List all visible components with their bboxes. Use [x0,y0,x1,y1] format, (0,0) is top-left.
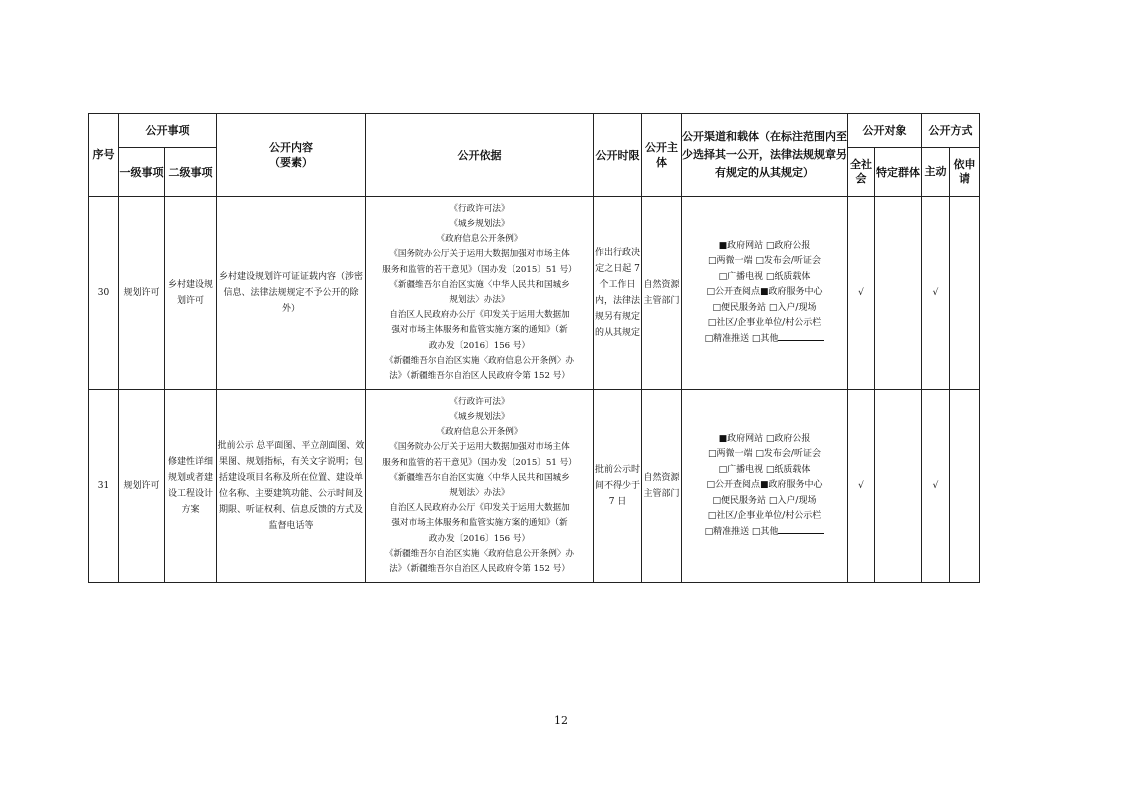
channel-option [682,332,847,348]
channel-option-label: □广播电视 □纸质载体 [718,271,811,282]
channel-option-label: □公开查阅点■政府服务中心 [706,480,823,491]
basis-line: 强对市场主体服务和监管实施方案的通知》（新 [391,518,568,529]
basis-line: 《政府信息公开条例》 [436,234,523,245]
row-level2: 修建性详细规划或者建设工程设计方案 [165,390,217,583]
channel-option-label: □广播电视 □纸质载体 [718,464,811,475]
header-level1: 一级事项 [119,148,165,197]
row-specific [875,197,922,390]
basis-line: 服务和监管的若干意见》（国办发〔2015〕51 号） [382,264,577,275]
channel-option [682,432,847,448]
row-subject: 自然资源主管部门 [642,197,682,390]
row-time-limit: 批前公示时间不得少于 7 日 [594,390,642,583]
row-seq: 31 [89,390,119,583]
basis-line: 《行政许可法》 [449,396,510,407]
row-specific [875,390,922,583]
basis-line: 《国务院办公厅关于运用大数据加强对市场主体 [389,442,570,453]
channel-option [682,316,847,332]
channel-option-label: □便民服务站 □入户/现场 [712,302,817,313]
channel-option-label: □便民服务站 □入户/现场 [712,495,817,506]
channel-option-label: □精准推送 □其他 [704,333,779,344]
row-channels [682,197,848,390]
row-time-limit: 作出行政决定之日起 7 个工作日内，法律法规另有规定的从其规定 [594,197,642,390]
other-blank-line [778,533,824,534]
header-request: 依申请 [950,148,980,197]
disclosure-table [88,113,980,583]
channel-option [682,525,847,541]
page-number: 12 [554,714,568,727]
channel-option-label: □精准推送 □其他 [704,526,779,537]
header-specific: 特定群体 [875,148,922,197]
channel-option [682,447,847,463]
basis-line: 自治区人民政府办公厅《印发关于运用大数据加 [389,503,570,514]
header-channel: 公开渠道和载体（在标注范围内至少选择其一公开，法律法规规章另有规定的从其规定） [682,114,848,197]
channel-option-label: □社区/企事业单位/村公示栏 [707,318,822,329]
channel-option-label: ■政府网站 □政府公报 [718,240,811,251]
row-all-society: √ [848,197,875,390]
header-level2: 二级事项 [165,148,217,197]
row-level2: 乡村建设规划许可 [165,197,217,390]
channel-option-label: □公开查阅点■政府服务中心 [706,287,823,298]
basis-line: 《新疆维吾尔自治区实施〈中华人民共和国城乡 [389,279,570,290]
basis-line: 《城乡规划法》 [449,218,510,229]
row-level1: 规划许可 [119,197,165,390]
basis-line: 规划法〉办法》 [449,295,510,305]
basis-line: 法》（新疆维吾尔自治区人民政府令第 152 号） [389,564,570,575]
basis-line: 政办发〔2016〕156 号） [428,533,531,544]
header-content-sub: （要素） [269,156,313,169]
row-level1: 规划许可 [119,390,165,583]
row-seq: 30 [89,197,119,390]
channel-option [682,301,847,317]
header-all-society: 全社会 [848,148,875,197]
row-content: 批前公示 总平面图、平立剖面图、效果图、规划指标，有关文字说明；包括建设项目名称及所在位置、建设单位名称、主要建筑功能、公示时间及期限、听证权利、信息反馈的方式及监督电话等 [217,390,366,583]
header-content [217,114,366,197]
channel-option [682,270,847,286]
channel-option-label: □社区/企事业单位/村公示栏 [707,511,822,522]
row-channels [682,390,848,583]
header-method: 公开方式 [922,114,980,148]
channel-option [682,478,847,494]
row-subject: 自然资源主管部门 [642,390,682,583]
header-basis: 公开依据 [366,114,594,197]
header-subject: 公开主体 [642,114,682,197]
row-request [950,390,980,583]
basis-line: 强对市场主体服务和监管实施方案的通知》（新 [391,325,568,336]
row-basis [366,197,594,390]
header-time-limit: 公开时限 [594,114,642,197]
channel-option [682,509,847,525]
header-target: 公开对象 [848,114,922,148]
row-request [950,197,980,390]
basis-line: 《行政许可法》 [449,203,510,214]
channel-option [682,463,847,479]
basis-line: 服务和监管的若干意见》（国办发〔2015〕51 号） [382,457,577,468]
basis-line: 法》（新疆维吾尔自治区人民政府令第 152 号） [389,371,570,382]
other-blank-line [778,340,824,341]
table-row [89,197,980,390]
channel-option [682,285,847,301]
channel-option-label: ■政府网站 □政府公报 [718,433,811,444]
header-content-title: 公开内容 [269,141,313,154]
channel-option [682,239,847,255]
table-row [89,390,980,583]
basis-line: 《政府信息公开条例》 [436,427,523,438]
row-basis [366,390,594,583]
basis-line: 《新疆维吾尔自治区实施〈中华人民共和国城乡 [389,472,570,483]
basis-line: 《城乡规划法》 [449,411,510,422]
row-all-society: √ [848,390,875,583]
basis-line: 自治区人民政府办公厅《印发关于运用大数据加 [389,310,570,321]
basis-line: 《新疆维吾尔自治区实施〈政府信息公开条例〉办 [384,548,575,559]
basis-line: 《新疆维吾尔自治区实施〈政府信息公开条例〉办 [384,355,575,366]
basis-line: 政办发〔2016〕156 号） [428,340,531,351]
channel-option [682,254,847,270]
row-active: √ [922,390,950,583]
header-seq: 序号 [89,114,119,197]
row-active: √ [922,197,950,390]
basis-line: 《国务院办公厅关于运用大数据加强对市场主体 [389,249,570,260]
channel-option-label: □两微一端 □发布会/听证会 [708,449,821,460]
header-active: 主动 [922,148,950,197]
channel-option-label: □两微一端 □发布会/听证会 [708,256,821,267]
channel-option [682,494,847,510]
header-matter: 公开事项 [119,114,217,148]
row-content: 乡村建设规划许可证证载内容（涉密信息、法律法规规定不予公开的除外） [217,197,366,390]
basis-line: 规划法〉办法》 [449,488,510,498]
